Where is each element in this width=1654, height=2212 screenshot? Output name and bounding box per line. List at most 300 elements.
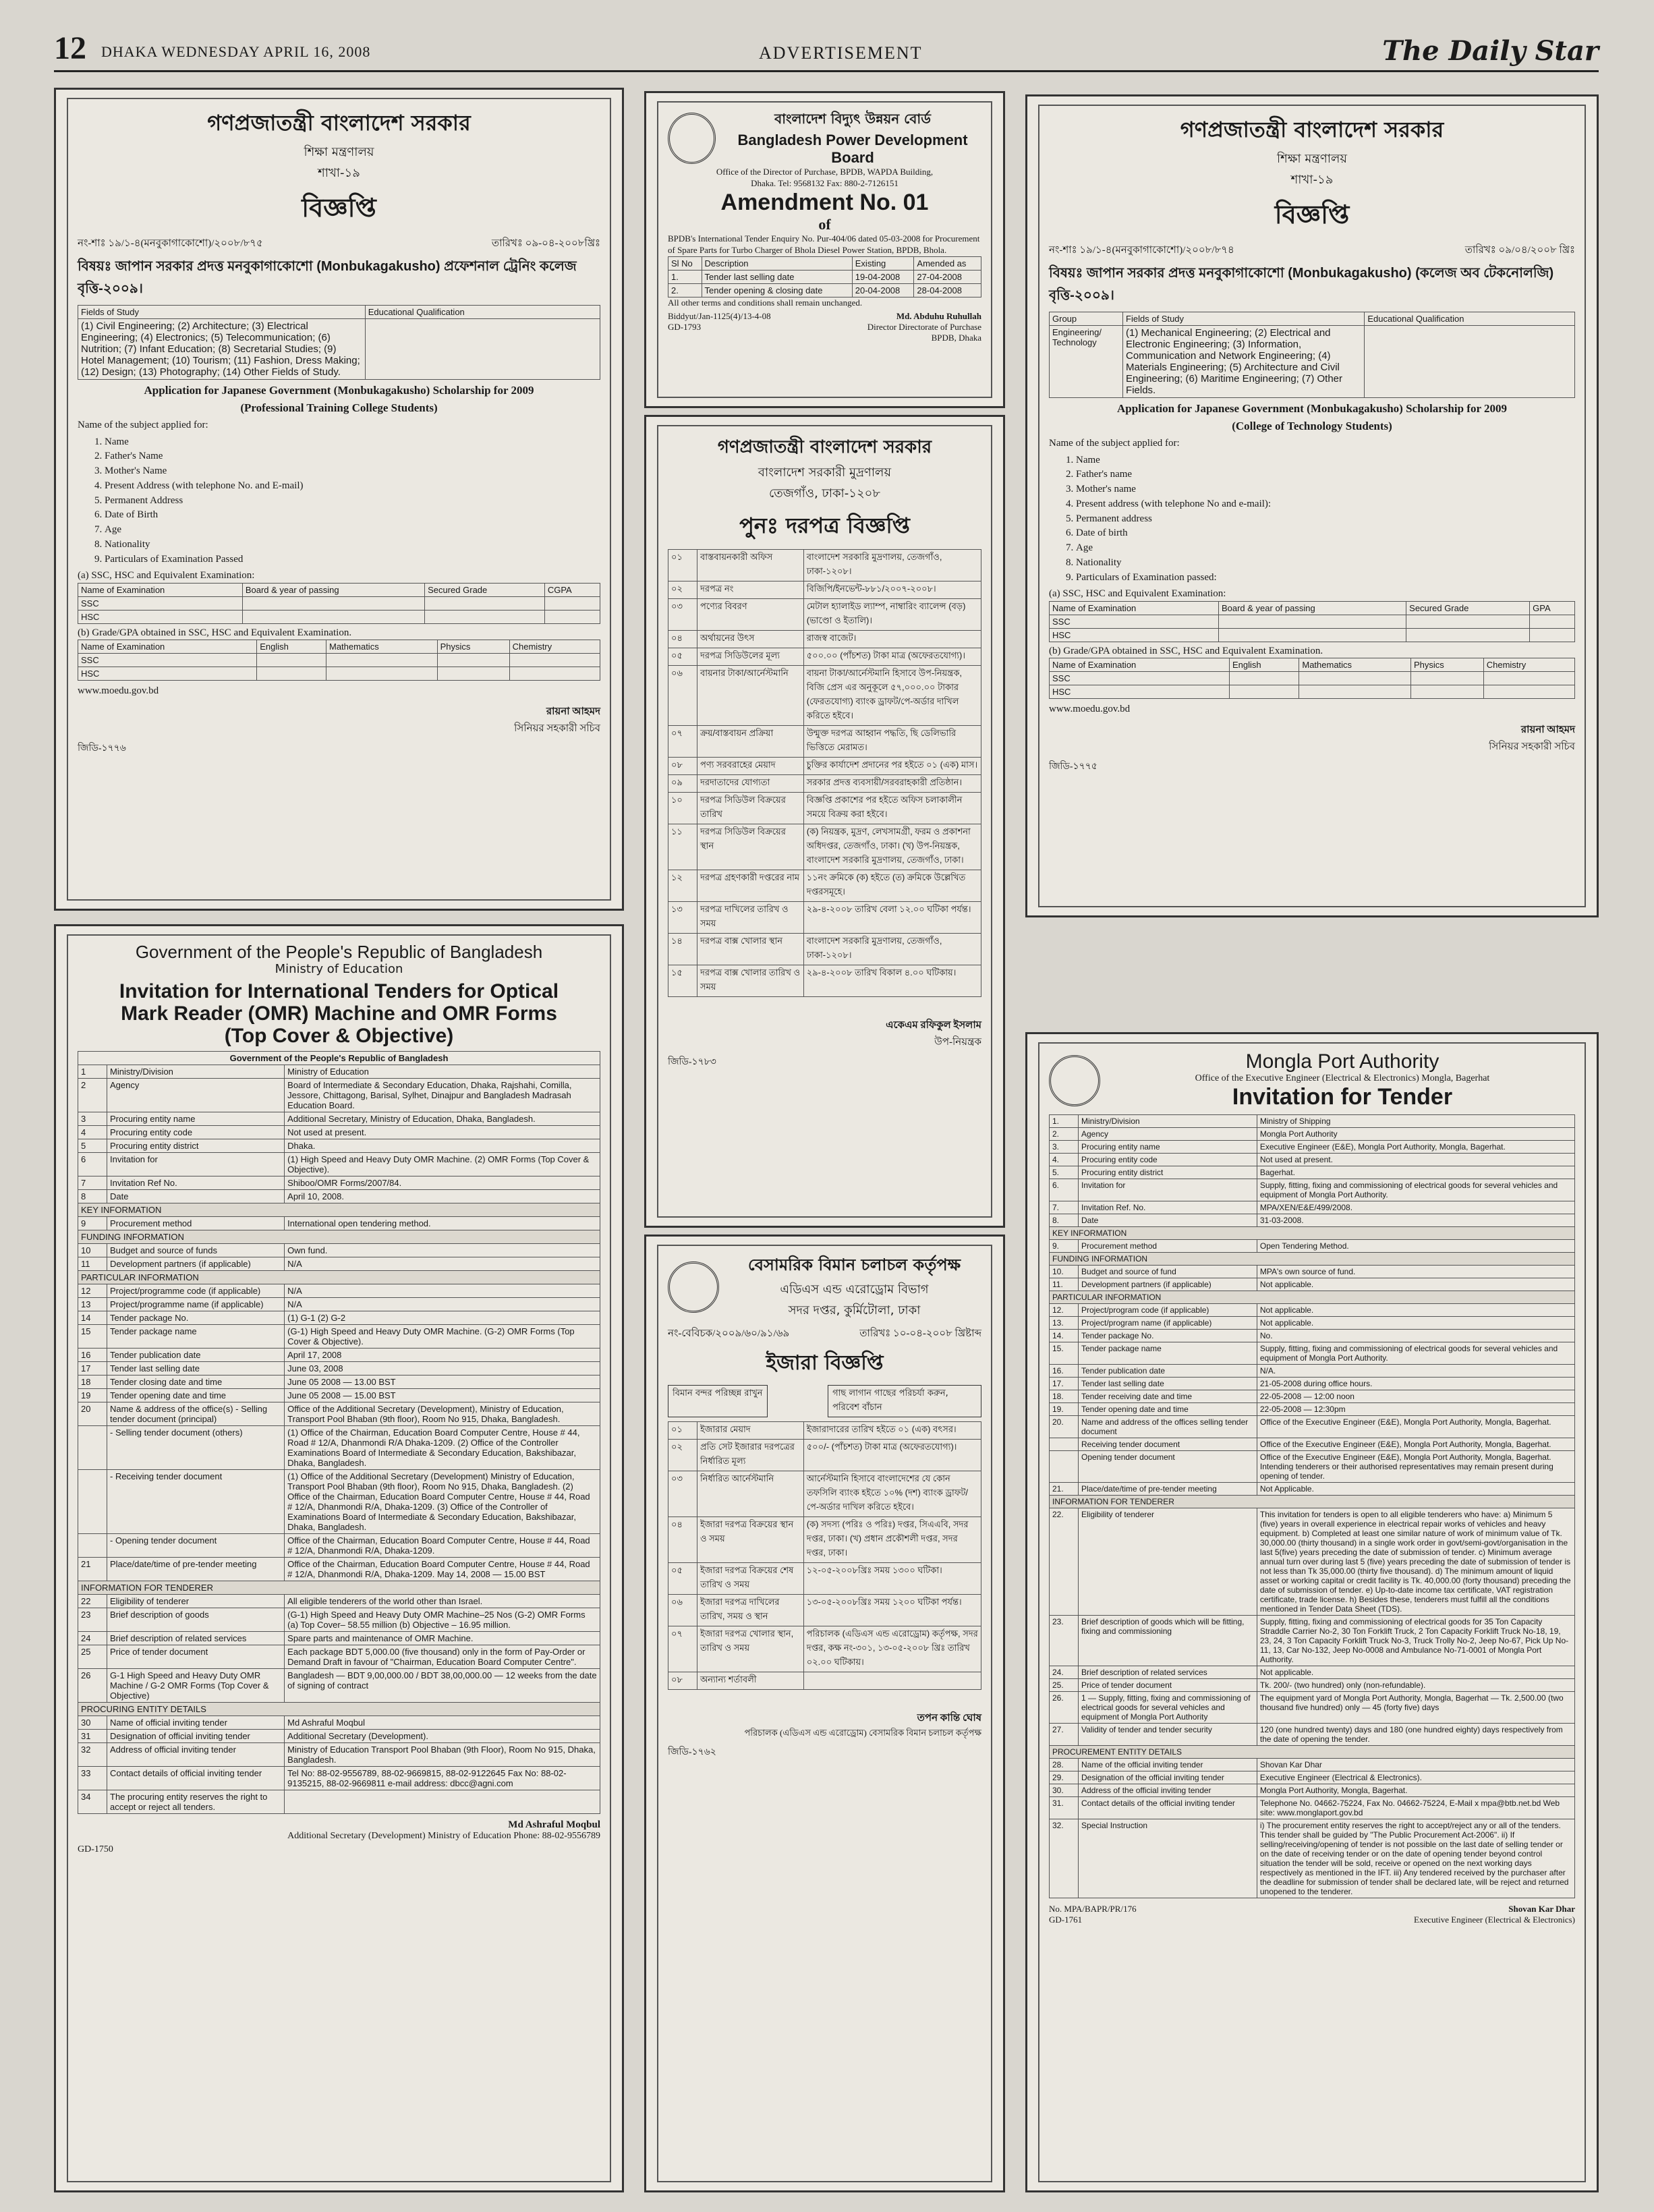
tender-row	[1050, 1378, 1575, 1390]
row-label: Agency	[107, 1078, 285, 1112]
row-number: ০৫	[668, 648, 697, 666]
gpa-col: Physics	[1411, 658, 1484, 672]
table-head: Government of the People's Republic of Bangladesh	[78, 1051, 600, 1065]
row-number: 28.	[1050, 1759, 1079, 1771]
row-value: (G-1) High Speed and Heavy Duty OMR Machine–25 Nos (G-2) OMR Forms (a) Top Cover– 58.55 million (b) Objective – 16.95 million.	[285, 1608, 600, 1631]
row-label: Invitation for	[1079, 1179, 1257, 1201]
row-value: ৫০০/- (পাঁচশত) টাকা মাত্র (অফেরতযোগ্য)।	[803, 1440, 981, 1471]
row-number: ১২	[668, 870, 697, 902]
row-value: Office of the Executive Engineer (E&E), Mongla Port Authority, Mongla, Bagerhat. Intending tenderers or their authorised representatives may remain present during opening of tender.	[1257, 1451, 1574, 1483]
row-number: ০২	[668, 582, 697, 599]
row-number: 8.	[1050, 1214, 1079, 1227]
row-number: ০২	[668, 1440, 697, 1471]
row-value: The equipment yard of Mongla Port Authority, Mongla, Bagerhat — Tk. 2,500.00 (two thousand five hundred) only — 45 (forty five) days	[1257, 1692, 1574, 1724]
row-label: দরপত্র সিডিউল বিক্রয়ের স্থান	[697, 824, 804, 870]
amend-cell: 19-04-2008	[852, 270, 914, 283]
row-value: All eligible tenderers of the world other than Israel.	[285, 1594, 600, 1608]
lease-row	[668, 1422, 981, 1440]
lease-row	[668, 1440, 981, 1471]
gpa-row: HSC	[1050, 685, 1230, 699]
amendment-of: of	[818, 215, 831, 233]
row-number: 32.	[1050, 1819, 1079, 1898]
row-number: ১৩	[668, 902, 697, 934]
ad-printing-press-retender	[644, 415, 1005, 1228]
row-value: Not used at present.	[1257, 1154, 1574, 1166]
row-value: N/A	[285, 1297, 600, 1311]
form-field: 8. Nationality	[1076, 556, 1575, 571]
row-value: N/A	[285, 1284, 600, 1297]
row-label: নির্ধারিত আর্নেস্টমানি	[697, 1471, 804, 1517]
row-label: Name and address of the offices selling tender document	[1079, 1416, 1257, 1438]
page-number: 12	[54, 30, 86, 66]
row-label: Project/programme name (if applicable)	[107, 1297, 285, 1311]
row-number	[78, 1425, 107, 1469]
exam-row: SSC	[78, 596, 243, 610]
row-value: ১৩-০৫-২০০৮খ্রিঃ সময় ১২০০ ঘটিকা পর্যন্ত।	[803, 1595, 981, 1626]
tender-row	[1050, 1201, 1575, 1214]
row-value: Bagerhat.	[1257, 1166, 1574, 1179]
row-value: Not applicable.	[1257, 1666, 1574, 1679]
ad-inner	[67, 934, 611, 2182]
row-value: (1) High Speed and Heavy Duty OMR Machine. (2) OMR Forms (Top Cover & Objective).	[285, 1152, 600, 1176]
row-label: Procurement method	[1079, 1240, 1257, 1253]
row-value: Executive Engineer (Electrical & Electronics).	[1257, 1771, 1574, 1784]
lease-row	[668, 1471, 981, 1517]
paper-logo: The Daily Star	[1382, 35, 1599, 67]
row-number: 6	[78, 1152, 107, 1176]
row-label: Invitation Ref No.	[107, 1176, 285, 1189]
row-label: দরপত্র বাক্স খোলার তারিখ ও সময়	[697, 965, 804, 997]
memo-number: নং-বেবিচক/২০০৯/৬০/৯১/৬৯	[668, 1328, 790, 1339]
retender-row	[668, 726, 981, 758]
row-number: 11	[78, 1257, 107, 1270]
mongla-header	[1049, 1050, 1575, 1110]
row-value: Office of the Additional Secretary (Development), Ministry of Education, Transport Pool Bhaban (9th floor), Room No 915, Dhaka, Bangladesh.	[285, 1402, 600, 1425]
row-label: Project/programme code (if applicable)	[107, 1284, 285, 1297]
tender-row	[1050, 1403, 1575, 1416]
row-number: ০১	[668, 550, 697, 582]
row-label: Brief description of goods	[107, 1608, 285, 1631]
tender-row	[78, 1631, 600, 1645]
amend-col: Description	[702, 256, 852, 270]
ad-inner	[657, 425, 992, 1218]
lease-row	[668, 1563, 981, 1595]
row-value: ইজারাদারের তারিখ হইতে ০১ (এক) বৎসর।	[803, 1422, 981, 1440]
signatory-name: Md. Abduhu Ruhullah	[896, 311, 981, 322]
row-value: N/A.	[1257, 1365, 1574, 1378]
amend-cell: 20-04-2008	[852, 283, 914, 297]
tender-row	[78, 1311, 600, 1324]
row-label: ক্রয়/বাস্তবায়ন প্রক্রিয়া	[697, 726, 804, 758]
row-number: 3	[78, 1112, 107, 1125]
row-number: 1	[78, 1065, 107, 1078]
tender-row	[78, 1125, 600, 1139]
tender-row	[1050, 1692, 1575, 1724]
amend-cell: 1.	[668, 270, 702, 283]
signatory-name: রায়না আহমদ	[546, 706, 600, 717]
memo-line	[668, 1326, 981, 1342]
gpa-col: Mathematics	[326, 640, 438, 654]
gd-number: জিডি-১৭৭৬	[78, 743, 126, 754]
row-value: রাজস্ব বাজেট।	[803, 631, 981, 648]
signatory-name: Shovan Kar Dhar	[1508, 1904, 1575, 1914]
tender-row	[1050, 1679, 1575, 1692]
row-label: Eligibility of tenderer	[107, 1594, 285, 1608]
org-bn: বাংলাদেশ বিদ্যুৎ উন্নয়ন বোর্ড	[774, 111, 931, 127]
notice-title: বিজ্ঞপ্তি	[1274, 200, 1350, 229]
row-label: Budget and source of funds	[107, 1243, 285, 1257]
gpa-col: Chemistry	[509, 640, 600, 654]
amend-col: Existing	[852, 256, 914, 270]
tender-row	[1050, 1616, 1575, 1666]
retender-row	[668, 965, 981, 997]
row-number: 21.	[1050, 1483, 1079, 1496]
row-label: Tender package No.	[107, 1311, 285, 1324]
form-field: 2. Father's name	[1076, 467, 1575, 482]
row-number: 18	[78, 1375, 107, 1388]
exam-col: Board & year of passing	[242, 583, 424, 596]
memo-line	[78, 235, 600, 252]
tender-row	[1050, 1154, 1575, 1166]
row-number: ১০	[668, 793, 697, 824]
notice-title: বিজ্ঞপ্তি	[302, 193, 376, 223]
row-label: Date	[1079, 1214, 1257, 1227]
row-value: ১২-০৫-২০০৮খ্রিঃ সময় ১৩০০ ঘটিকা।	[803, 1563, 981, 1595]
branch-name: শাখা-১৯	[1290, 173, 1334, 187]
tender-row	[1050, 1390, 1575, 1403]
org-name: বেসামরিক বিমান চলাচল কর্তৃপক্ষ	[747, 1255, 961, 1274]
tender-title: Invitation for Tender	[1232, 1084, 1453, 1110]
tender-row	[78, 1216, 600, 1230]
row-label: - Opening tender document	[107, 1533, 285, 1557]
tender-row	[78, 1375, 600, 1388]
row-value: April 17, 2008	[285, 1348, 600, 1361]
group-heading: Group	[1050, 312, 1123, 326]
row-label: ইজারার মেয়াদ	[697, 1422, 804, 1440]
amendment-note: All other terms and conditions shall remain unchanged.	[668, 297, 863, 308]
row-value: (1) G-1 (2) G-2	[285, 1311, 600, 1324]
row-label: Procuring entity name	[107, 1112, 285, 1125]
ref-number: No. MPA/BAPR/PR/176	[1049, 1904, 1137, 1914]
row-label: Tender last selling date	[1079, 1378, 1257, 1390]
form-field: 2. Father's Name	[105, 449, 600, 464]
row-label: দরদাতাদের যোগ্যতা	[697, 775, 804, 793]
tender-row	[78, 1189, 600, 1203]
ad-ministry-education-notice-2	[1025, 94, 1599, 917]
row-value: June 05 2008 — 13.00 BST	[285, 1375, 600, 1388]
row-value: Office of the Chairman, Education Board Computer Centre, House # 44, Road # 12/A, Dhanmondi R/A, Dhaka-1209.	[285, 1533, 600, 1557]
tender-row	[1050, 1141, 1575, 1154]
row-label: Ministry/Division	[107, 1065, 285, 1078]
row-value: Additional Secretary, Ministry of Education, Dhaka, Bangladesh.	[285, 1112, 600, 1125]
memo-line	[1049, 242, 1575, 259]
form-field: 4. Present Address (with telephone No. and E-mail)	[105, 479, 600, 494]
tender-row	[1050, 1166, 1575, 1179]
row-label: অন্যান্য শর্তাবলী	[697, 1672, 804, 1690]
row-label: Special Instruction	[1079, 1819, 1257, 1898]
row-label: Procuring entity district	[1079, 1166, 1257, 1179]
row-number: 25	[78, 1645, 107, 1668]
row-value: 31-03-2008.	[1257, 1214, 1574, 1227]
row-number: 12	[78, 1284, 107, 1297]
exam-row: HSC	[1050, 628, 1219, 642]
row-label: Receiving tender document	[1079, 1438, 1257, 1451]
section-particular: PARTICULAR INFORMATION	[1050, 1291, 1575, 1304]
row-number: ১৪	[668, 934, 697, 965]
exam-col: Secured Grade	[1406, 601, 1530, 615]
row-value: Mongla Port Authority, Mongla, Bagerhat.	[1257, 1784, 1574, 1797]
gpa-col: English	[1229, 658, 1299, 672]
retender-row	[668, 934, 981, 965]
retender-row	[668, 902, 981, 934]
signatory-designation: Additional Secretary (Development) Ministry of Education Phone: 88-02-9556789	[287, 1830, 600, 1841]
ministry-name: শিক্ষা মন্ত্রণালয়	[1277, 152, 1347, 166]
row-number: 16	[78, 1348, 107, 1361]
form-title: Application for Japanese Government (Monbukagakusho) Scholarship for 2009	[1117, 402, 1507, 415]
row-label: Project/program name (if applicable)	[1079, 1317, 1257, 1330]
qual-heading: Educational Qualification	[1365, 312, 1575, 326]
tender-row	[1050, 1666, 1575, 1679]
row-number: 17.	[1050, 1378, 1079, 1390]
row-value: June 05 2008 — 15.00 BST	[285, 1388, 600, 1402]
row-label: Ministry/Division	[1079, 1115, 1257, 1128]
amend-col: Sl No	[668, 256, 702, 270]
tender-row	[1050, 1759, 1575, 1771]
row-number: 6.	[1050, 1179, 1079, 1201]
tender-row	[1050, 1365, 1575, 1378]
exam-col: Name of Examination	[78, 583, 243, 596]
row-number: 2	[78, 1078, 107, 1112]
lease-table	[668, 1421, 981, 1690]
row-label: Address of official inviting tender	[107, 1742, 285, 1766]
row-label: ইজারা দরপত্র দাখিলের তারিখ, সময় ও স্থান	[697, 1595, 804, 1626]
govt-title: গণপ্রজাতন্ত্রী বাংলাদেশ সরকার	[1180, 117, 1444, 142]
tender-row	[78, 1078, 600, 1112]
exam-col: Secured Grade	[425, 583, 545, 596]
gpa-col: Name of Examination	[1050, 658, 1230, 672]
row-value: Not applicable.	[1257, 1317, 1574, 1330]
form-field: 3. Mother's Name	[105, 464, 600, 479]
amendment-title: Amendment No. 01	[720, 189, 929, 215]
row-value: 21-05-2008 during office hours.	[1257, 1378, 1574, 1390]
tender-row	[78, 1176, 600, 1189]
form-field: 1. Name	[1076, 453, 1575, 468]
website-link[interactable]: www.moedu.gov.bd	[1049, 704, 1131, 715]
mongla-port-logo-icon	[1049, 1055, 1100, 1106]
tender-row	[1050, 1508, 1575, 1616]
signatory-designation: সিনিয়র সহকারী সচিব	[514, 722, 600, 734]
row-value: বাংলাদেশ সরকারি মুদ্রণালয়, তেজগাঁও, ঢাকা-১২০৮।	[803, 550, 981, 582]
gpa-col: Name of Examination	[78, 640, 257, 654]
retender-row	[668, 870, 981, 902]
tender-row	[78, 1668, 600, 1702]
form-field: 6. Date of Birth	[105, 508, 600, 523]
notice-subject: বিষয়ঃ জাপান সরকার প্রদত্ত মনবুকাগাকোশো (Monbukagakusho) (কলেজ অব টেকনোলজি) বৃত্তি-২০০৯।	[1049, 266, 1554, 303]
form-intro: Name of the subject applied for:	[1049, 438, 1180, 449]
row-label: Name of the official inviting tender	[1079, 1759, 1257, 1771]
row-value: Ministry of Education	[285, 1065, 600, 1078]
row-number: ০৫	[668, 1563, 697, 1595]
tender-row	[78, 1257, 600, 1270]
ad-bpdb-amendment	[644, 91, 1005, 408]
row-value: Mongla Port Authority	[1257, 1128, 1574, 1141]
fields-heading: Fields of Study	[78, 306, 366, 319]
retender-row	[668, 775, 981, 793]
row-value: উন্মুক্ত দরপত্র আহ্বান পদ্ধতি, ছি ডেলিভারি ভিত্তিতে মেরামত।	[803, 726, 981, 758]
ad-inner	[1038, 1042, 1586, 2182]
memo-date: তারিখঃ ০৯-০৪-২০০৮খ্রিঃ	[491, 238, 600, 249]
retender-row	[668, 758, 981, 775]
row-label: Procuring entity code	[107, 1125, 285, 1139]
tender-row	[1050, 1819, 1575, 1898]
section-tenderer: INFORMATION FOR TENDERER	[78, 1581, 600, 1594]
row-number: 26	[78, 1668, 107, 1702]
tender-row	[1050, 1317, 1575, 1330]
row-number: 30	[78, 1715, 107, 1729]
row-label: Tender publication date	[107, 1348, 285, 1361]
ad-ministry-education-notice-1	[54, 88, 624, 911]
division-name: এডিএস এন্ড এরোড্রোম বিভাগ	[780, 1282, 929, 1297]
row-label: Agency	[1079, 1128, 1257, 1141]
exam-table	[1049, 601, 1575, 642]
tender-row	[1050, 1266, 1575, 1278]
row-value: Dhaka.	[285, 1139, 600, 1152]
row-number: 13	[78, 1297, 107, 1311]
govt-title: Government of the People's Republic of Bangladesh	[135, 942, 543, 962]
retender-row	[668, 666, 981, 726]
row-label: Designation of official inviting tender	[107, 1729, 285, 1742]
row-label: Place/date/time of pre-tender meeting	[107, 1557, 285, 1581]
row-value: Ministry of Shipping	[1257, 1115, 1574, 1128]
signatory-designation: Director Directorate of Purchase BPDB, Dhaka	[867, 322, 981, 343]
row-value: Tk. 200/- (two hundred) only (non-refundable).	[1257, 1679, 1574, 1692]
row-number: ০১	[668, 1422, 697, 1440]
row-value: Board of Intermediate & Secondary Education, Dhaka, Rajshahi, Comilla, Jessore, Chittagong, Barisal, Sylhet, Dinajpur and Bangladesh Madrasah Education Board.	[285, 1078, 600, 1112]
signatory-name: তপন কান্তি ঘোষ	[917, 1713, 981, 1724]
row-number: ১১	[668, 824, 697, 870]
row-number: 17	[78, 1361, 107, 1375]
amend-cell: Tender last selling date	[702, 270, 852, 283]
tender-row	[1050, 1483, 1575, 1496]
row-value: Not applicable.	[1257, 1304, 1574, 1317]
row-number: 9.	[1050, 1240, 1079, 1253]
row-number: 26.	[1050, 1692, 1079, 1724]
row-value: i) The procurement entity reserves the right to accept/reject any or all of the tenders. This tender shall be guided by "The Public Procurement Act-2006". ii) If selling/receiving/opening of tender is not possible on the last date of selling tender or on the date of receiving tender or on the date of opening tender beyond control situation the tender will be sold, receive or opened on the next working days respectively as mentioned in the IFT. iii) Any tendered received by the purchaser after the deadline for submission of tender shall be declared late, will be reject and returned unopened to the tenderer.	[1257, 1819, 1574, 1898]
row-label: Name & address of the office(s) - Selling tender document (principal)	[107, 1402, 285, 1425]
row-number: 8	[78, 1189, 107, 1203]
lease-row	[668, 1517, 981, 1563]
tender-row	[1050, 1784, 1575, 1797]
row-label: Tender publication date	[1079, 1365, 1257, 1378]
row-label: Budget and source of fund	[1079, 1266, 1257, 1278]
form-field-list	[78, 435, 600, 567]
row-number: 4	[78, 1125, 107, 1139]
row-number: 19.	[1050, 1403, 1079, 1416]
row-label: অর্থায়নের উৎস	[697, 631, 804, 648]
row-value: (1) Office of the Chairman, Education Board Computer Centre, House # 44, Road # 12/A, Dhanmondi R/A Dhaka-1209. (2) Office of the Controller Examinations Board of Intermediate & Secondary Education, Bakshibazar, Dhaka, Bangladesh.	[285, 1425, 600, 1469]
row-label: দরপত্র সিডিউলের মূল্য	[697, 648, 804, 666]
form-field: 4. Present address (with telephone No and e-mail):	[1076, 497, 1575, 512]
row-label: Tender receiving date and time	[1079, 1390, 1257, 1403]
row-number: 4.	[1050, 1154, 1079, 1166]
mongla-footer	[1049, 1904, 1575, 1925]
bpdb-header	[668, 109, 981, 167]
ad-mongla-port-tender	[1025, 1032, 1599, 2192]
row-number: 9	[78, 1216, 107, 1230]
gpa-heading: (b) Grade/GPA obtained in SSC, HSC and Equivalent Examination.	[1049, 645, 1323, 656]
org-en: Bangladesh Power Development Board	[737, 132, 968, 166]
tender-row	[1050, 1416, 1575, 1438]
row-label: ইজারা দরপত্র বিক্রয়ের শেষ তারিখ ও সময়	[697, 1563, 804, 1595]
row-number: ১৫	[668, 965, 697, 997]
row-label: Procurement method	[107, 1216, 285, 1230]
office-name: Office of the Executive Engineer (Electrical & Electronics) Mongla, Bagerhat	[1195, 1073, 1490, 1083]
exam-heading: (a) SSC, HSC and Equivalent Examination:	[78, 570, 255, 582]
ad-caab-lease	[644, 1235, 1005, 2192]
gpa-heading: (b) Grade/GPA obtained in SSC, HSC and Equivalent Examination.	[78, 627, 352, 638]
row-number: ০৭	[668, 726, 697, 758]
row-number: 1.	[1050, 1115, 1079, 1128]
memo-number: নং-শাঃ ১৯/১-৪(মনবুকাগাকোশো)/২০০৮/৮৭৫	[78, 238, 263, 249]
memo-date: তারিখঃ ০৯/০৪/২০০৮ খ্রিঃ	[1464, 245, 1575, 256]
gd-number: GD-1761	[1049, 1915, 1083, 1925]
row-number: 16.	[1050, 1365, 1079, 1378]
row-value: No.	[1257, 1330, 1574, 1342]
row-value: বিজিপি/ইনভেন্ট-৮৮১/২০০৭-২০০৮।	[803, 582, 981, 599]
exam-row: SSC	[1050, 615, 1219, 628]
row-number	[78, 1533, 107, 1557]
row-label: - Receiving tender document	[107, 1469, 285, 1533]
row-value: (1) Office of the Additional Secretary (Development) Ministry of Education, Transport Pool Bhaban (9th floor), Room No 915, Dhaka, Bangladesh. (2) Office of the Chairman, Education Board Computer Centre, House # 44, Road # 12/A, Dhanmondi R/A, Dhaka-1209. (3) Office of the Controller of Examinations Board of Intermediate & Secondary Education, Bakshibazar, Dhaka, Bangladesh.	[285, 1469, 600, 1533]
tender-row	[1050, 1278, 1575, 1291]
row-label: পণ্যের বিবরণ	[697, 599, 804, 631]
row-label: Place/date/time of pre-tender meeting	[1079, 1483, 1257, 1496]
gpa-row: SSC	[78, 654, 257, 667]
row-value: মেটাল হ্যালাইড ল্যাম্প, নাম্বারিং ব্যালেন্স (বড়) (ভাণ্ডো ও ইতালি)।	[803, 599, 981, 631]
row-number: ০৬	[668, 666, 697, 726]
row-value: ২৯-৪-২০০৮ তারিখ বেলা ১২.০০ ঘটিকা পর্যন্ত।	[803, 902, 981, 934]
row-number: 20	[78, 1402, 107, 1425]
govt-title: গণপ্রজাতন্ত্রী বাংলাদেশ সরকার	[207, 110, 471, 136]
row-label: Contact details of the official inviting tender	[1079, 1797, 1257, 1819]
row-value: Tel No: 88-02-9556789, 88-02-9669815, 88-02-9122645 Fax No: 88-02-9135215, 88-02-9669811 e-mail address: dbcc@agni.com	[285, 1766, 600, 1790]
exam-table	[78, 583, 600, 624]
gpa-col: Chemistry	[1483, 658, 1574, 672]
row-value: Not used at present.	[285, 1125, 600, 1139]
row-number: 10	[78, 1243, 107, 1257]
row-label: Tender opening date and time	[107, 1388, 285, 1402]
exam-col: Board & year of passing	[1218, 601, 1406, 615]
tender-row	[1050, 1724, 1575, 1746]
row-label: - Selling tender document (others)	[107, 1425, 285, 1469]
row-value: Not applicable.	[1257, 1278, 1574, 1291]
section-label: ADVERTISEMENT	[759, 43, 923, 63]
tender-row	[78, 1533, 600, 1557]
section-procuring: PROCUREMENT ENTITY DETAILS	[1050, 1746, 1575, 1759]
row-number: 14.	[1050, 1330, 1079, 1342]
form-field: 7. Age	[105, 523, 600, 538]
govt-title: গণপ্রজাতন্ত্রী বাংলাদেশ সরকার	[717, 437, 932, 457]
row-label: দরপত্র গ্রহণকারী দপ্তরের নাম	[697, 870, 804, 902]
row-value: Shovan Kar Dhar	[1257, 1759, 1574, 1771]
row-label: দরপত্র সিডিউল বিক্রয়ের তারিখ	[697, 793, 804, 824]
row-value: বায়না টাকা/আর্নেস্টমানি হিসাবে উপ-নিয়ন্ত্রক, বিজি প্রেস এর অনুকূলে ৫৭,০০০.০০ টাকার (ফেরতযোগ্য) ব্যাংক ড্রাফট/পে-অর্ডার দাখিল করিতে হইবে।	[803, 666, 981, 726]
website-link[interactable]: www.moedu.gov.bd	[78, 685, 159, 697]
retender-row	[668, 550, 981, 582]
row-number: 24.	[1050, 1666, 1079, 1679]
row-value: Supply, fitting, fixing and commissioning of electrical goods for several vehicles and equipment of Mongla Port Authority.	[1257, 1179, 1574, 1201]
row-number: 7.	[1050, 1201, 1079, 1214]
